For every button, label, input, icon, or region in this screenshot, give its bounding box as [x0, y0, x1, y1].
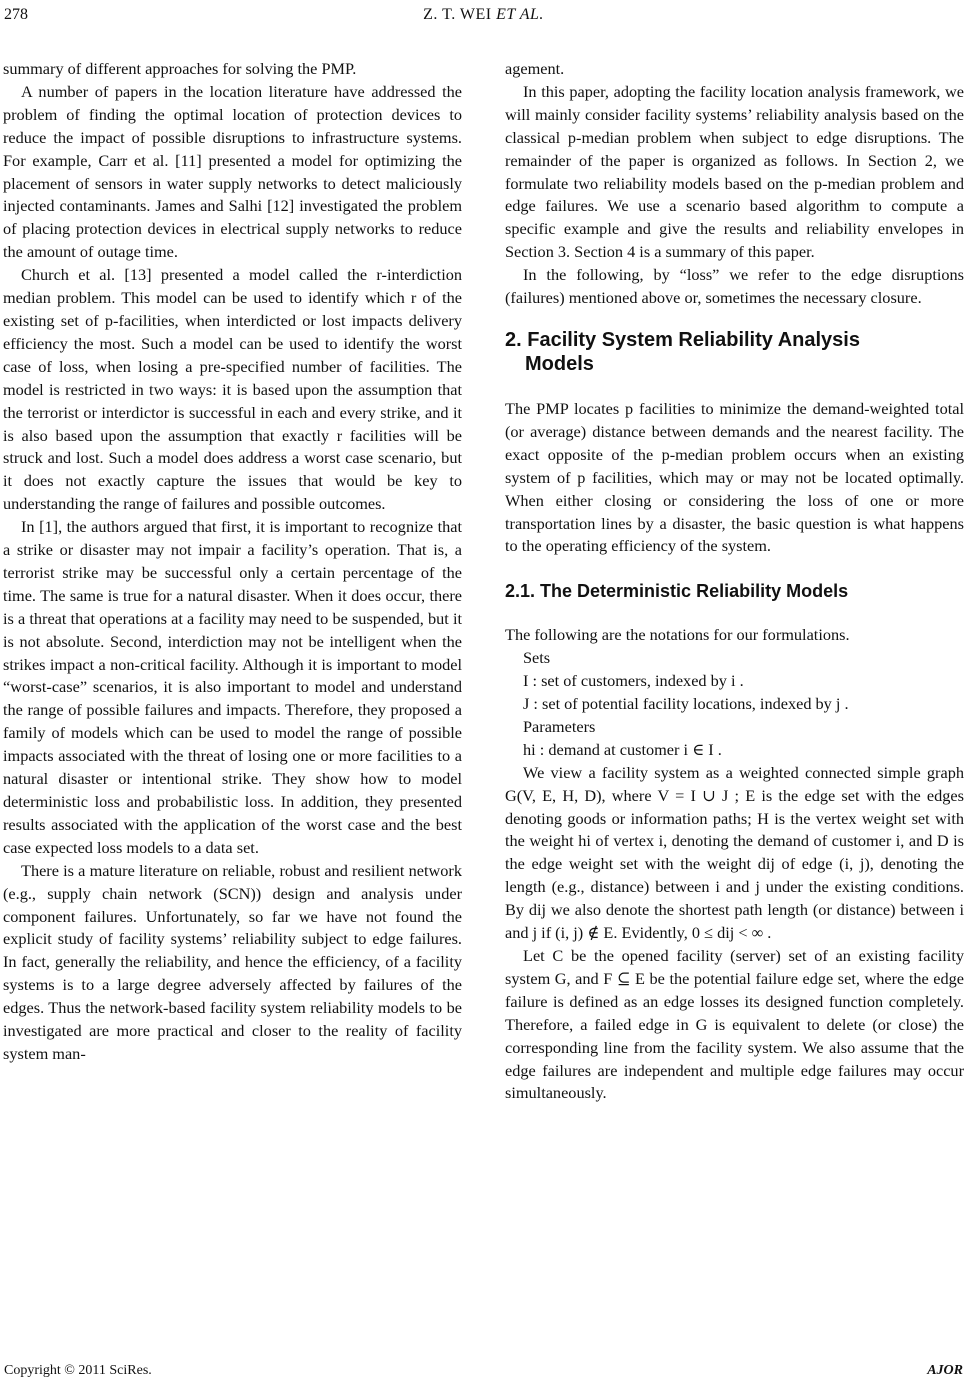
section-heading-line2: Models	[525, 352, 594, 375]
running-head-et-al: ET AL.	[496, 6, 544, 23]
running-head-authors: Z. T. WEI	[423, 6, 492, 23]
section-heading-line1: 2. Facility System Reliability Analysis	[505, 328, 860, 351]
paragraph: A number of papers in the location literature have addressed the problem of finding the optimal location of protection devices to reduce the impact of possible disruptions to infrastructure systems. For example, Carr et al. [11] presented a model for optimizing the placement of sensors in water supply networks to detect maliciously injected contaminants. James and Salhi [12] investigated the problem of placing protection devices in electrical supply networks to reduce the amount of outage time.	[3, 81, 462, 262]
left-column	[3, 58, 462, 1066]
page-footer	[0, 1363, 967, 1383]
notation-heading-parameters: Parameters	[523, 716, 596, 736]
paragraph: summary of different approaches for solving the PMP.	[3, 59, 357, 78]
paragraph: We view a facility system as a weighted connected simple graph G(V, E, H, D), where V = I ∪ J ; E is the edge set with the edges denoting goods or information paths; H is the vertex weight set with the weight hi of vertex i, denoting the demand of customer i, and D is the edge weight set with the weight dij of edge (i, j), denoting the length (e.g., distance) between i and j under the existing conditions. By dij we also denote the shortest path length (or distance) between i and j if (i, j) ∉ E. Evidently, 0 ≤ dij < ∞ .	[505, 762, 964, 943]
notation-set-i: I : set of customers, indexed by i .	[523, 671, 744, 691]
paragraph: agement.	[505, 59, 565, 78]
section-heading	[505, 328, 964, 376]
copyright: Copyright © 2011 SciRes.	[4, 1363, 152, 1378]
paragraph: Church et al. [13] presented a model called the r-interdiction median problem. This model can be used to identify which r of the existing set of p-facilities, when interdicted or lost impacts delivery efficiency the most. Such a model can be used to identify the worst case of loss, when losing a pre-specified number of facilities. The model is restricted in two ways: it is based upon the assumption that the terrorist or interdictor is successful in each and every strike, and it is also based upon the assumption that exactly r facilities will be struck and lost. Such a model does address a worst case scenario, but it does not exactly capture the issues that would be key to understanding the range of failures and possible outcomes.	[3, 265, 462, 514]
paragraph: The following are the notations for our formulations.	[505, 625, 850, 645]
subsection-heading: 2.1. The Deterministic Reliability Models	[505, 581, 849, 602]
notation-heading-sets: Sets	[523, 648, 551, 668]
journal-name: AJOR	[927, 1363, 963, 1378]
paragraph: In the following, by “loss” we refer to the edge disruptions (failures) mentioned above or, sometimes the necessary closure.	[505, 265, 964, 308]
paragraph: In this paper, adopting the facility location analysis framework, we will mainly consider facility systems’ reliability analysis based on the classical p-median problem when subject to edge disruptions. The remainder of the paper is organized as follows. In Section 2, we formulate two reliability models based on the p-median problem and edge failures. We use a scenario based algorithm to compute a specific example and give the results and reliability envelopes in Section 3. Section 4 is a summary of this paper.	[505, 81, 964, 262]
page-header	[0, 0, 967, 34]
notation-param-h: hi : demand at customer i ∈ I .	[523, 739, 722, 759]
paragraph: The PMP locates p facilities to minimize the demand-weighted total (or average) distance between demands and the nearest facility. The exact opposite of the p-median problem occurs when an existing system of p facilities, which may or may not be located optimally. When either closing or considering the loss of one or more transportation lines by a disaster, the basic question is what happens to the operating efficiency of the system.	[505, 398, 964, 556]
paragraph: In [1], the authors argued that first, it is important to recognize that a strike or disaster may not impair a facility’s operation. That is, a terrorist strike may be successful only a certain percentage of the time. The same is true for a natural disaster. When it does occur, there is a threat that operations at a facility may need to be suspended, but it is not absolute. Second, interdiction may not be intelligent when the strikes impact a non-critical facility. Although it is important to model “worst-case” scenarios, it is also important to model and understand the range of possible failures and impacts. Therefore, they proposed a family of models which can be used to model the range of possible impacts associated with the threat of losing one or more facilities to a natural disaster or intentional strike. They show how to model deterministic loss and probabilistic loss. In addition, they presented results associated with the application of the worst case and the best case expected loss models to a data set.	[3, 517, 462, 857]
running-head	[0, 6, 967, 24]
notation-set-j: J : set of potential facility locations, indexed by j .	[523, 694, 849, 714]
paragraph: Let C be the opened facility (server) set of an existing facility system G, and F ⊆ E be the potential failure edge set, where the edge failure is defined as an edge losses its designed function completely. Therefore, a failed edge in G is equivalent to delete (or close) the corresponding line from the facility system. We also assume that the edge failures are independent and multiple edge failures may occur simultaneously.	[505, 946, 964, 1103]
page-number: 278	[4, 6, 28, 23]
paragraph: There is a mature literature on reliable, robust and resilient network (e.g., supply chain network (SCN)) design and analysis under component failures. Unfortunately, so far we have not found the explicit study of facility systems’ reliability subject to edge failures. In fact, generally the reliability, and hence the efficiency, of a facility systems is to a large degree adversely affected by failures of the edges. Thus the network-based facility system reliability models to be investigated are more practical and closer to the reality of facility system man-	[3, 860, 462, 1063]
right-column	[505, 58, 964, 1105]
